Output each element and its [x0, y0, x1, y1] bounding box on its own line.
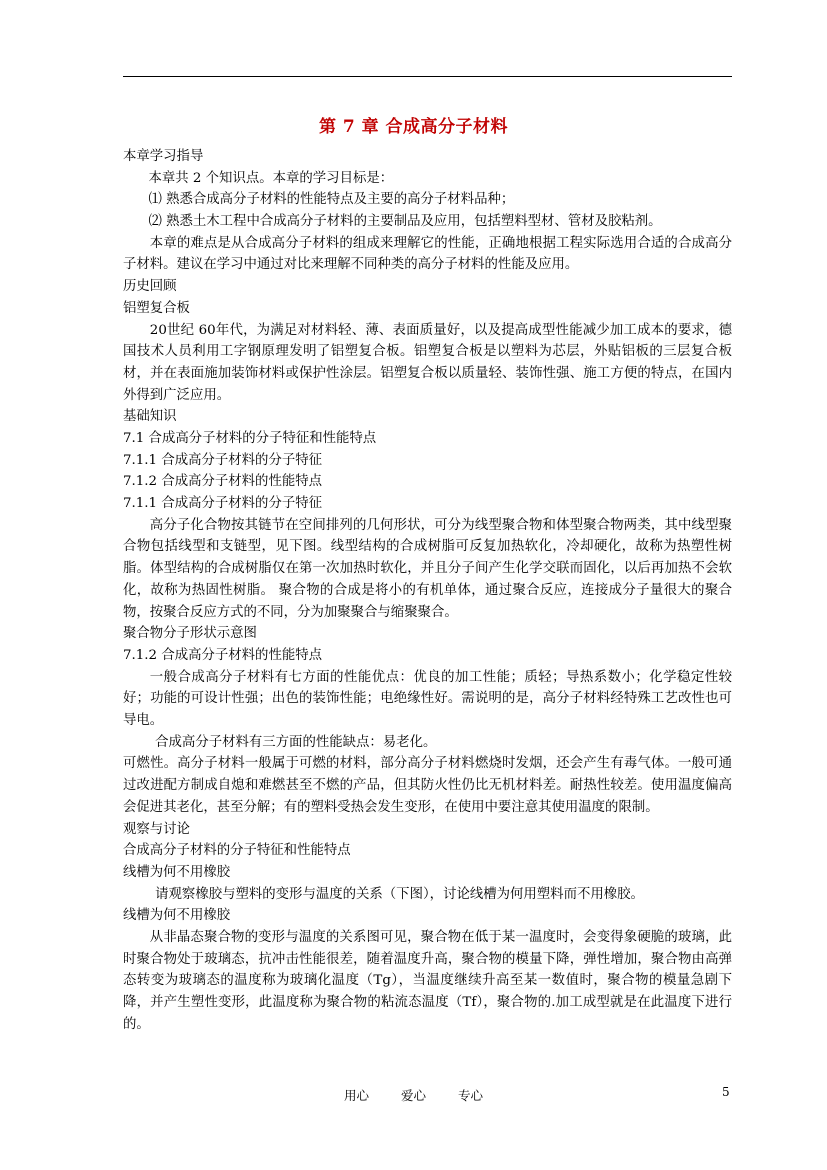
page-footer	[0, 1086, 827, 1104]
section-heading-history: 历史回顾	[123, 279, 177, 295]
section-7-1: 7.1 合成高分子材料的分子特征和性能特点	[123, 431, 377, 447]
molecular-paragraph: 高分子化合物按其链节在空间排列的几何形状，可分为线型聚合物和体型聚合物两类，其中线型聚合物包括线型和支链型，见下图。线型结构的合成树脂可反复加热软化，冷却硬化，故称为热塑性树脂。体型结构的合成树脂仅在第一次加热时软化，并且分子间产生化学交联而固化，以后再加热不会软化，故称为热固性树脂。 聚合物的合成是将小的有机单体，通过聚合反应，连接成分子量很大的聚合物，按聚合反应方式的不同，分为加聚聚合与缩聚聚合。	[123, 517, 732, 620]
section-heading-observe: 观察与讨论	[123, 821, 190, 837]
section-7-1-1-repeat: 7.1.1 合成高分子材料的分子特征	[123, 496, 323, 512]
observe-answer: 从非晶态聚合物的变形与温度的关系图可见，聚合物在低于某一温度时，会变得象硬脆的玻璃，此时聚合物处于玻璃态，抗冲击性能很差，随着温度升高，聚合物的模量下降，弹性增加，聚合物由高弹态转变为玻璃态的温度称为玻璃化温度（Tg），当温度继续升高至某一数值时，聚合物的模量急剧下降，并产生塑性变形，此温度称为聚合物的粘流态温度（Tf），聚合物的.加工成型就是在此温度下进行的。	[123, 930, 732, 1032]
section-heading-basics: 基础知识	[123, 409, 177, 425]
disadvantages-line: 合成高分子材料有三方面的性能缺点：易老化。	[155, 734, 437, 750]
section-heading-guide: 本章学习指导	[123, 149, 204, 164]
figure-caption: 聚合物分子形状示意图	[123, 626, 257, 642]
section-7-1-2-repeat: 7.1.2 合成高分子材料的性能特点	[123, 647, 323, 663]
footer-word-1: 用心	[343, 1088, 369, 1103]
footer-word-2: 爱心	[400, 1088, 426, 1103]
advantages-paragraph: 一般合成高分子材料有七方面的性能优点：优良的加工性能；质轻；导热系数小；化学稳定性较好；功能的可设计性强；出色的装饰性能；电绝缘性好。需说明的是，高分子材料经特殊工艺改性也可导电。	[123, 669, 732, 729]
guide-goal-1: ⑴ 熟悉合成高分子材料的性能特点及主要的高分子材料品种；	[148, 192, 515, 208]
guide-goal-2: ⑵ 熟悉土木工程中合成高分子材料的主要制品及应用，包括塑料型材、管材及胶粘剂。	[148, 214, 662, 230]
chapter-title: 第 7 章 合成高分子材料	[318, 117, 509, 137]
guide-difficulty: 本章的难点是从合成高分子材料的组成来理解它的性能，正确地根据工程实际选用合适的合成高分子材料。建议在学习中通过对比来理解不同种类的高分子材料的性能及应用。	[123, 235, 732, 273]
section-7-1-1: 7.1.1 合成高分子材料的分子特征	[123, 452, 323, 468]
observe-question: 线槽为何不用橡胶	[123, 864, 231, 880]
section-7-1-2: 7.1.2 合成高分子材料的性能特点	[123, 474, 323, 490]
history-subheading: 铝塑复合板	[123, 300, 190, 316]
document-body	[123, 146, 732, 1036]
observe-prompt: 请观察橡胶与塑料的变形与温度的关系（下图），讨论线槽为何用塑料而不用橡胶。	[155, 886, 644, 902]
footer-word-3: 专心	[457, 1088, 483, 1103]
history-paragraph: 20世纪 60年代，为满足对材料轻、薄、表面质量好，以及提高成型性能减少加工成本的要求，德国技术人员利用工字钢原理发明了铝塑复合板。铝塑复合板是以塑料为芯层，外贴铝板的三层复合板材，并在表面施加装饰材料或保护性涂层。铝塑复合板以质量轻、装饰性强、施工方便的特点，在国内外得到广泛应用。	[123, 322, 732, 403]
guide-intro: 本章共 2 个知识点。本章的学习目标是：	[148, 170, 394, 186]
observe-question-repeat: 线槽为何不用橡胶	[123, 908, 231, 924]
observe-topic: 合成高分子材料的分子特征和性能特点	[123, 843, 351, 859]
header-rule	[123, 76, 732, 77]
page-number: 5	[722, 1085, 730, 1099]
flammability-paragraph: 可燃性。高分子材料一般属于可燃的材料，部分高分子材料燃烧时发烟，还会产生有毒气体。一般可通过改进配方制成自熄和难燃甚至不燃的产品，但其防火性仍比无机材料差。耐热性较差。使用温度偏高会促进其老化，甚至分解；有的塑料受热会发生变形，在使用中要注意其使用温度的限制。	[123, 756, 732, 815]
